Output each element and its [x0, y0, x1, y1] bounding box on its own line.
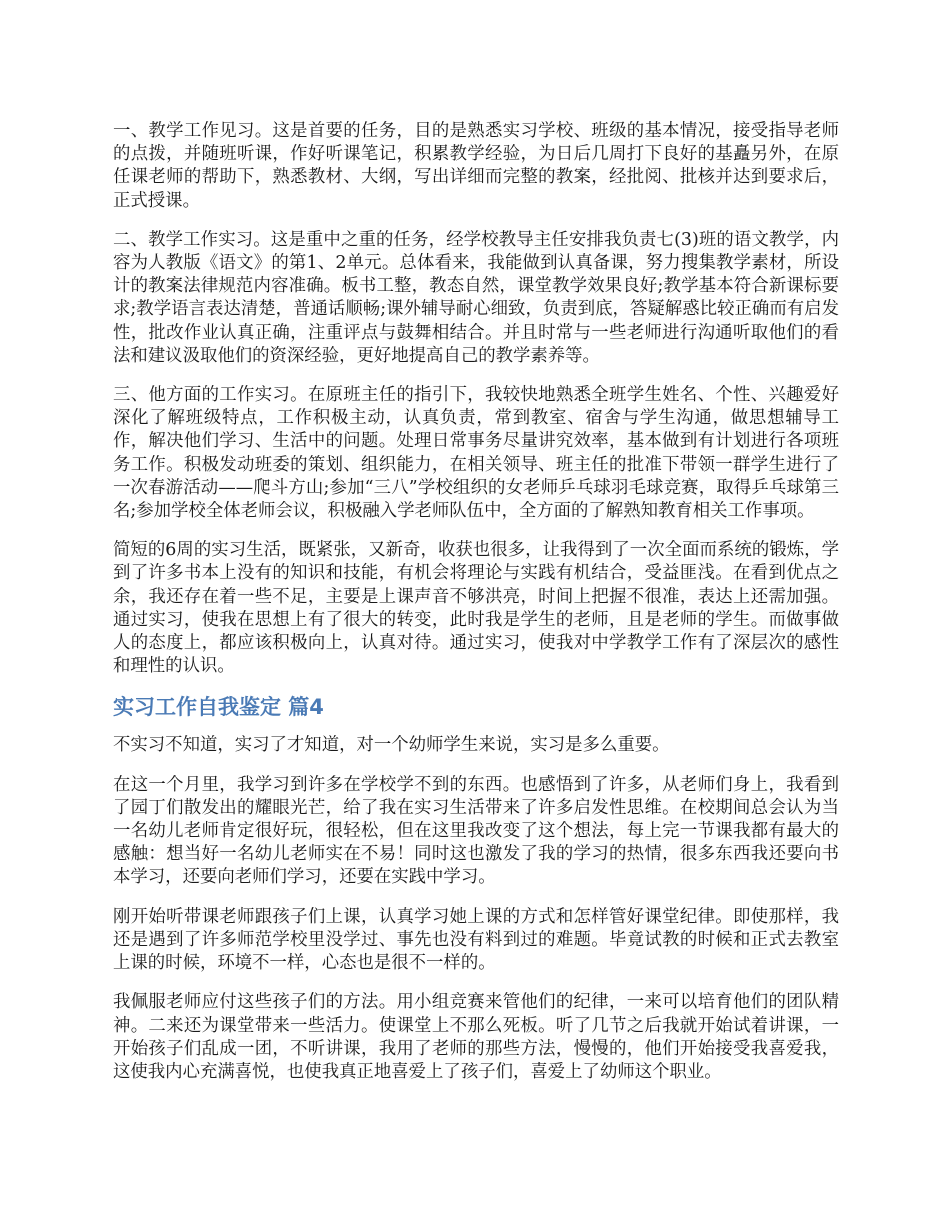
paragraph-teaching-observation: 一、教学工作见习。这是首要的任务，目的是熟悉实习学校、班级的基本情况，接受指导老师的点拨，并随班听课，作好听课笔记，积累教学经验，为日后几周打下良好的基矗另外，在原任课老师的帮助下，熟悉教材、大纲，写出详细而完整的教案，经批阅、批核并达到要求后，正式授课。 — [113, 121, 839, 211]
paragraph-teaching-practice: 二、教学工作实习。这是重中之重的任务，经学校教导主任安排我负责七(3)班的语文教学，内容为人教版《语文》的第1、2单元。总体看来，我能做到认真备课，努力搜集教学素材，所设计的教案法律规范内容准确。板书工整，教态自然，课堂教学效果良好;教学基本符合新课标要求;教学语言表达清楚，普通话顺畅;课外辅导耐心细致，负责到底，答疑解惑比较正确而有启发性，批改作业认真正确，注重评点与鼓舞相结合。并且时常与一些老师进行沟通听取他们的看法和建议汲取他们的资深经验，更好地提高自己的教学素养等。 — [113, 229, 839, 366]
paragraph-methods: 我佩服老师应付这些孩子们的方法。用小组竞赛来管他们的纪律，一来可以培育他们的团队精神。二来还为课堂带来一些活力。使课堂上不那么死板。听了几节之后我就开始试着讲课，一开始孩子们乱成一团，不听讲课，我用了老师的那些方法，慢慢的，他们开始接受我喜爱我，这使我内心充满喜悦，也使我真正地喜爱上了孩子们，喜爱上了幼师这个职业。 — [113, 992, 839, 1082]
paragraph-other-work: 三、他方面的工作实习。在原班主任的指引下，我较快地熟悉全班学生姓名、个性、兴趣爱好深化了解班级特点，工作积极主动，认真负责，常到教室、宿舍与学生沟通，做思想辅导工作，解决他们学习、生活中的问题。处理日常事务尽量讲究效率，基本做到有计划进行各项班务工作。积极发动班委的策划、组织能力，在相关领导、班主任的批准下带领一群学生进行了一次春游活动——爬斗方山;参加“三八”学校组织的女老师乒乓球羽毛球竞赛，取得乒乓球第三名;参加学校全体老师会议，积极融入学老师队伍中，全方面的了解熟知教育相关工作事项。 — [113, 385, 839, 522]
paragraph-intro: 不实习不知道，实习了才知道，对一个幼师学生来说，实习是多么重要。 — [113, 735, 670, 756]
document-body — [113, 120, 839, 1100]
paragraph-summary: 简短的6周的实习生活，既紧张，又新奇，收获也很多，让我得到了一次全面而系统的锻炼，学到了许多书本上没有的知识和技能，有机会将理论与实践有机结合，受益匪浅。在看到优点之余，我还存在着一些不足，主要是上课声音不够洪亮，时间上把握不很准，表达上还需加强。通过实习，使我在思想上有了很大的转变，此时我是学生的老师，且是老师的学生。而做事做人的态度上，都应该积极向上，认真对待。通过实习，使我对中学教学工作有了深层次的感性和理性的认识。 — [113, 540, 839, 677]
paragraph-first-lessons: 刚开始听带课老师跟孩子们上课，认真学习她上课的方式和怎样管好课堂纪律。即使那样，我还是遇到了许多师范学校里没学过、事先也没有料到过的难题。毕竟试教的时候和正式去教室上课的时候，环境不一样，心态也是很不一样的。 — [113, 906, 839, 974]
section-heading: 实习工作自我鉴定 篇4 — [113, 695, 324, 720]
paragraph-month-learning: 在这一个月里，我学习到许多在学校学不到的东西。也感悟到了许多，从老师们身上，我看到了园丁们散发出的耀眼光芒，给了我在实习生活带来了许多启发性思维。在校期间总会认为当一名幼儿老师肯定很好玩，很轻松，但在这里我改变了这个想法，每上完一节课我都有最大的感触：想当好一名幼儿老师实在不易！同时这也激发了我的学习的热情，很多东西我还要向书本学习，还要向老师们学习，还要在实践中学习。 — [113, 774, 839, 888]
